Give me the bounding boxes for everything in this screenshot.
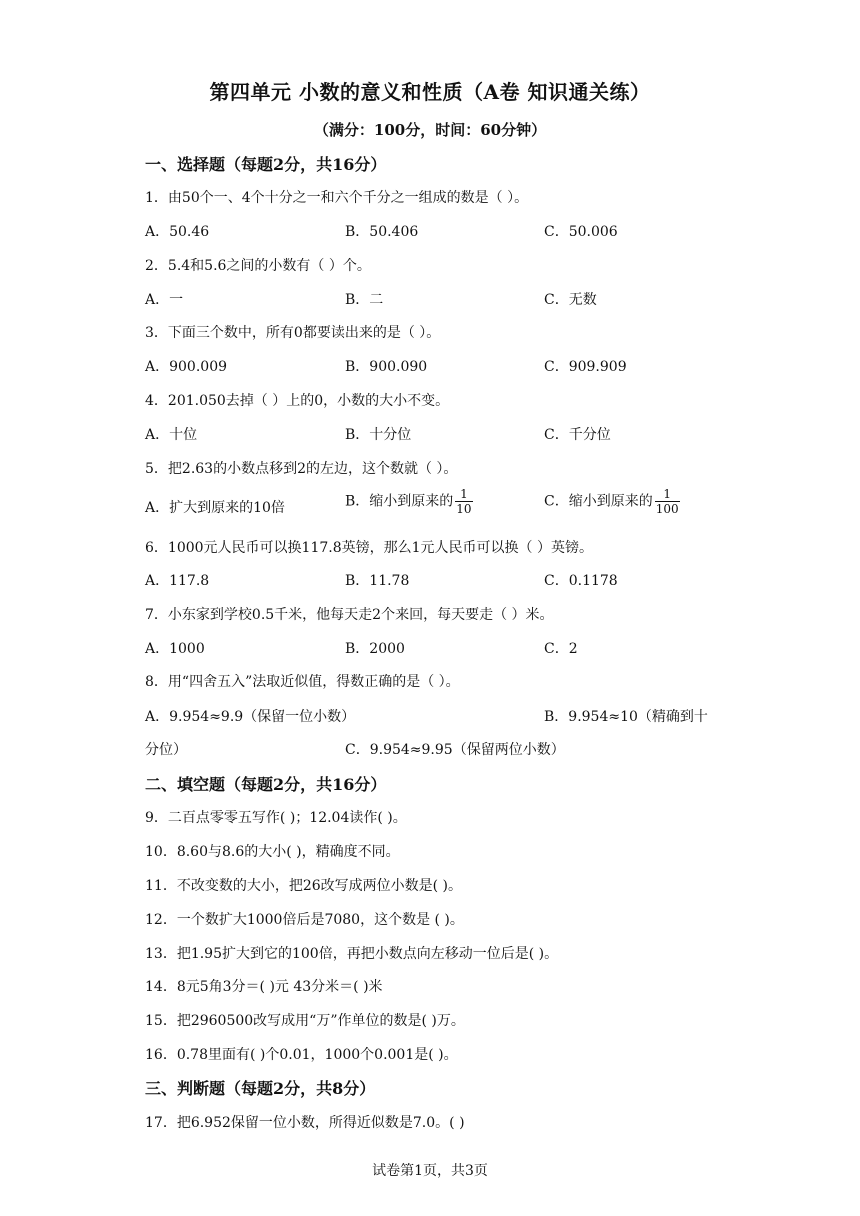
question-17: 17．把6.952保留一位小数，所得近似数是7.0。( ) [145, 1115, 465, 1131]
question-8-option-c: C．9.954≈9.95（保留两位小数） [345, 742, 565, 758]
question-6-stem: 6．1000元人民币可以换117.8英镑，那么1元人民币可以换（ ）英镑。 [145, 540, 593, 556]
question-3-option-a: A．900.009 [145, 359, 228, 375]
question-4-option-c: C．千分位 [544, 427, 611, 443]
question-7-option-a: A．1000 [145, 641, 205, 657]
question-7-option-b: B．2000 [345, 641, 405, 657]
question-8-option-b: B．9.954≈10（精确到十 [544, 709, 708, 725]
question-6-option-b: B．11.78 [345, 573, 410, 589]
page-title: 第四单元 小数的意义和性质（A卷 知识通关练） [209, 80, 651, 104]
question-8-option-a: A．9.954≈9.9（保留一位小数） [145, 709, 356, 725]
fraction-one-tenth [455, 487, 472, 516]
fraction-denominator: 10 [456, 502, 472, 516]
fraction-numerator: 1 [460, 487, 468, 501]
question-4-option-b: B．十分位 [345, 427, 412, 443]
question-1-option-b: B．50.406 [345, 224, 419, 240]
section-heading-fill: 二、填空题（每题2分，共16分） [145, 775, 387, 794]
question-6-option-a: A．117.8 [145, 573, 210, 589]
page-subtitle: （满分：100分，时间：60分钟） [313, 121, 547, 139]
question-5-option-b-text: B．缩小到原来的 [345, 493, 454, 510]
fraction-numerator: 1 [663, 487, 671, 501]
question-5-option-c [544, 487, 680, 516]
question-13: 13．把1.95扩大到它的100倍，再把小数点向左移动一位后是( )。 [145, 946, 559, 962]
question-16: 16．0.78里面有( )个0.01，1000个0.001是( )。 [145, 1047, 458, 1063]
question-1-option-c: C．50.006 [544, 224, 618, 240]
question-8-stem: 8．用“四舍五入”法取近似值，得数正确的是（ ）。 [145, 674, 460, 690]
question-1-stem: 1．由50个一、4个十分之一和六个千分之一组成的数是（ ）。 [145, 190, 529, 206]
question-11: 11．不改变数的大小，把26改写成两位小数是( )。 [145, 878, 463, 894]
question-2-stem: 2．5.4和5.6之间的小数有（ ）个。 [145, 258, 371, 274]
fraction-one-hundredth [655, 487, 680, 516]
question-15: 15．把2960500改写成用“万”作单位的数是( )万。 [145, 1013, 465, 1029]
page-footer: 试卷第1页，共3页 [372, 1163, 488, 1179]
question-8-option-b-continued: 分位） [145, 742, 187, 758]
question-2-option-b: B．二 [345, 292, 384, 308]
question-1-option-a: A．50.46 [145, 224, 210, 240]
question-5-option-a: A．扩大到原来的10倍 [145, 500, 285, 516]
question-12: 12．一个数扩大1000倍后是7080，这个数是 ( )。 [145, 912, 464, 928]
question-4-option-a: A．十位 [145, 427, 198, 443]
question-9: 9．二百点零零五写作( )；12.04读作( )。 [145, 810, 407, 826]
fraction-denominator: 100 [655, 502, 679, 516]
question-7-option-c: C．2 [544, 641, 578, 657]
section-heading-judge: 三、判断题（每题2分，共8分） [145, 1079, 376, 1098]
question-5-stem: 5．把2.63的小数点移到2的左边，这个数就（ ）。 [145, 461, 458, 477]
question-7-stem: 7．小东家到学校0.5千米，他每天走2个来回，每天要走（ ）米。 [145, 607, 554, 623]
question-4-stem: 4．201.050去掉（ ）上的0，小数的大小不变。 [145, 393, 450, 409]
question-3-option-b: B．900.090 [345, 359, 428, 375]
question-5-option-c-text: C．缩小到原来的 [544, 493, 653, 510]
question-14: 14．8元5角3分＝( )元 43分米＝( )米 [145, 979, 383, 995]
question-3-stem: 3．下面三个数中，所有0都要读出来的是（ ）。 [145, 325, 441, 341]
question-2-option-a: A．一 [145, 292, 184, 308]
question-3-option-c: C．909.909 [544, 359, 627, 375]
question-2-option-c: C．无数 [544, 292, 597, 308]
section-heading-choice: 一、选择题（每题2分，共16分） [145, 155, 387, 174]
question-5-option-b [345, 487, 473, 516]
question-6-option-c: C．0.1178 [544, 573, 618, 589]
question-10: 10．8.60与8.6的大小( )，精确度不同。 [145, 844, 400, 860]
